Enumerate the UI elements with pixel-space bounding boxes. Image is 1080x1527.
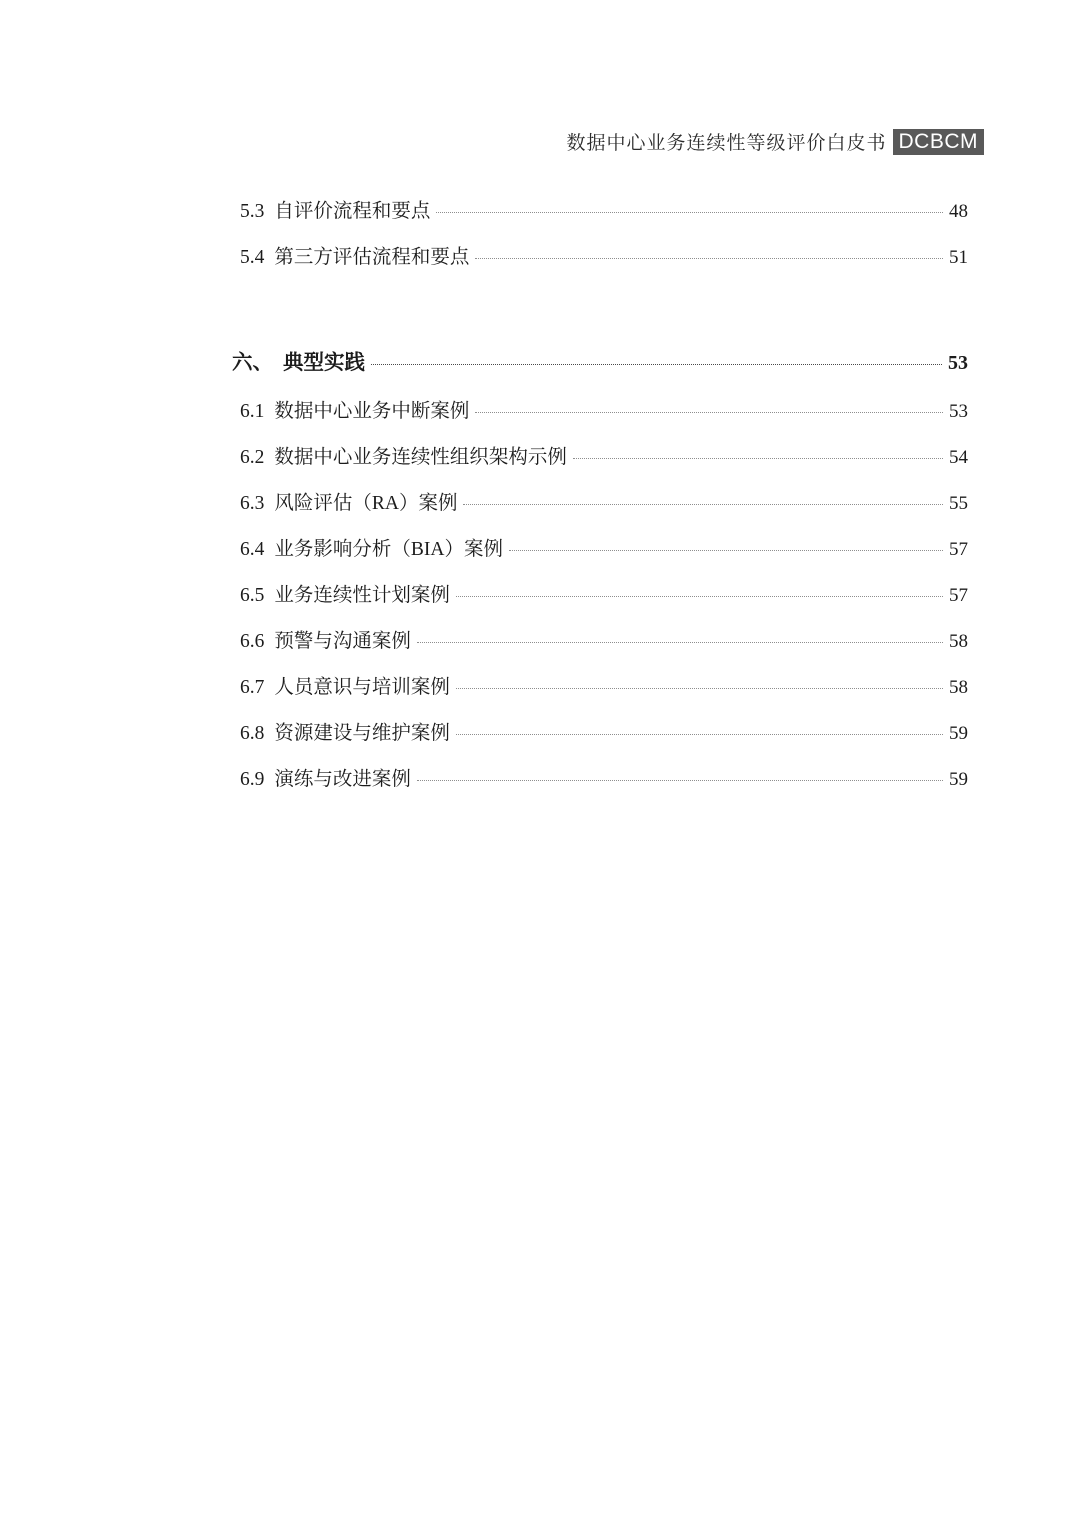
toc-entry-page-number: 51 (949, 247, 968, 268)
toc-entry[interactable] (232, 478, 968, 524)
toc-entry-label: 数据中心业务连续性组织架构示例 (274, 447, 567, 468)
toc-entry[interactable] (232, 662, 968, 708)
toc-entry[interactable] (232, 432, 968, 478)
toc-section-gap (232, 278, 968, 334)
toc-entry-label: 风险评估（RA）案例 (274, 493, 458, 514)
toc-entry-page-number: 53 (948, 352, 968, 374)
toc-entry[interactable] (232, 754, 968, 800)
toc-section-top (232, 186, 968, 278)
toc-entry-page-number: 48 (949, 201, 968, 222)
toc-section-main (232, 334, 968, 800)
toc-leader-dots (417, 641, 943, 643)
toc-leader-dots (436, 211, 943, 213)
toc-entry[interactable] (232, 708, 968, 754)
toc-entry-number: 六、 (232, 352, 273, 374)
toc-entry-page-number: 59 (949, 723, 968, 744)
toc-leader-dots (417, 779, 943, 781)
toc-entry-page-number: 58 (949, 631, 968, 652)
page-header (0, 128, 1080, 155)
toc-entry-page-number: 53 (949, 401, 968, 422)
toc-entry[interactable] (232, 524, 968, 570)
toc-leader-dots (463, 503, 943, 505)
toc-entry-label: 人员意识与培训案例 (274, 677, 450, 698)
toc-entry-page-number: 57 (949, 539, 968, 560)
toc-leader-dots (573, 457, 943, 459)
toc-entry-label: 自评价流程和要点 (274, 201, 431, 222)
toc-entry-page-number: 54 (949, 447, 968, 468)
toc-entry-number: 6.5 (240, 585, 265, 606)
toc-entry-page-number: 58 (949, 677, 968, 698)
header-badge: DCBCM (893, 129, 985, 155)
table-of-contents (232, 186, 968, 800)
toc-entry-label: 业务影响分析（BIA）案例 (274, 539, 503, 560)
toc-entry-number: 6.3 (240, 493, 265, 514)
toc-entry-label: 资源建设与维护案例 (274, 723, 450, 744)
toc-entry[interactable] (232, 186, 968, 232)
toc-entry-label: 典型实践 (283, 352, 365, 374)
toc-entry-page-number: 57 (949, 585, 968, 606)
toc-entry[interactable] (232, 386, 968, 432)
toc-entry[interactable] (232, 570, 968, 616)
toc-entry-label: 数据中心业务中断案例 (274, 401, 470, 422)
toc-entry-number: 5.3 (240, 201, 265, 222)
toc-entry-label: 第三方评估流程和要点 (274, 247, 470, 268)
toc-entry-number: 6.2 (240, 447, 265, 468)
toc-leader-dots (456, 595, 943, 597)
toc-entry[interactable] (232, 334, 968, 386)
toc-entry-label: 演练与改进案例 (274, 769, 411, 790)
toc-leader-dots (509, 549, 943, 551)
toc-entry-number: 6.8 (240, 723, 265, 744)
toc-entry-number: 6.7 (240, 677, 265, 698)
toc-entry-number: 6.6 (240, 631, 265, 652)
toc-leader-dots (371, 363, 942, 365)
toc-entry-number: 6.4 (240, 539, 265, 560)
toc-entry-label: 业务连续性计划案例 (274, 585, 450, 606)
toc-entry-number: 6.1 (240, 401, 265, 422)
toc-entry-label: 预警与沟通案例 (274, 631, 411, 652)
toc-leader-dots (475, 411, 943, 413)
toc-entry-number: 5.4 (240, 247, 265, 268)
toc-entry[interactable] (232, 232, 968, 278)
toc-leader-dots (456, 687, 943, 689)
toc-entry-page-number: 59 (949, 769, 968, 790)
header-title: 数据中心业务连续性等级评价白皮书 (566, 133, 887, 154)
toc-leader-dots (456, 733, 943, 735)
toc-entry-number: 6.9 (240, 769, 265, 790)
toc-entry-page-number: 55 (949, 493, 968, 514)
toc-leader-dots (475, 257, 943, 259)
toc-entry[interactable] (232, 616, 968, 662)
